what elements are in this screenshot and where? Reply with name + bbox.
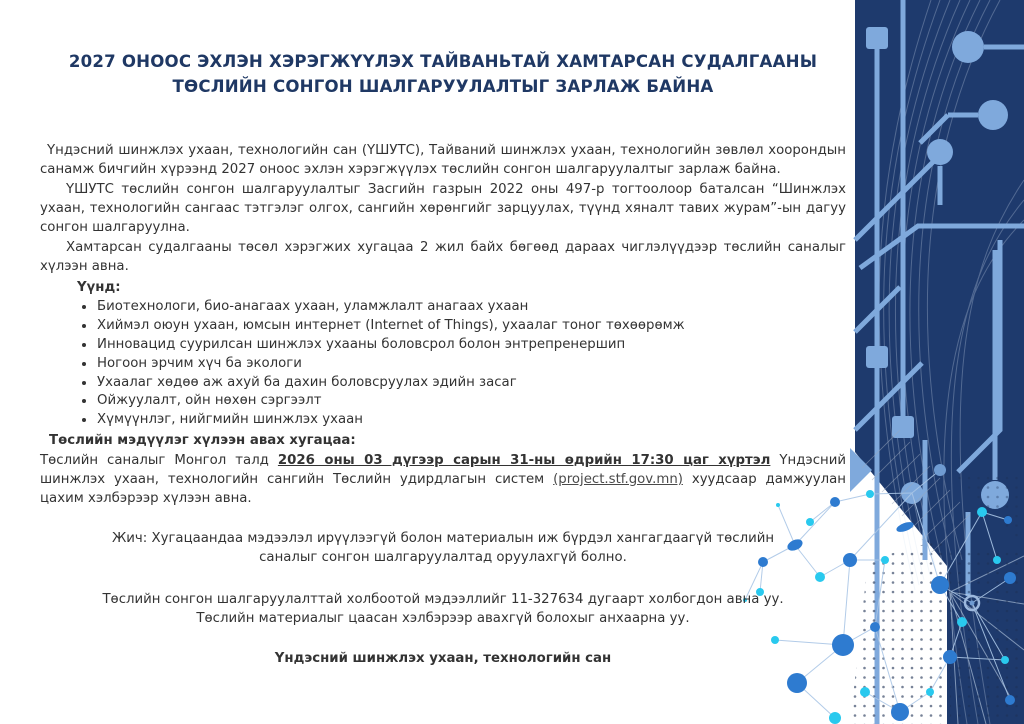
topic-item: • Ойжуулалт, ойн нөхөн сэргээлт (96, 392, 846, 411)
topic-item: • Ногоон эрчим хүч ба экологи (96, 355, 846, 374)
deadline-suffix: хуудсаар дамжуулан цахим хэлбэрээр хүлээн авна. (40, 471, 846, 507)
page-title-line2: ТӨСЛИЙН СОНГОН ШАЛГАРУУЛАЛТЫГ ЗАРЛАЖ БАЙНА (172, 76, 714, 96)
duration-paragraph: Хамтарсан судалгааны төсөл хэрэгжих хугацаа 2 жил байх бөгөөд дараах чиглэлүүдээр төслийн саналыг хүлээн авна. (40, 239, 846, 275)
topics-list (40, 298, 846, 430)
topic-item: • Инновацид суурилсан шинжлэх ухааны боловсрол болон энтрепренершип (96, 336, 846, 355)
deadline-middle: Үндэсний шинжлэх ухаан, технологийн сангийн Төслийн удирдлагын систем (40, 452, 847, 487)
circuit-board-graphic (850, 0, 1024, 724)
note-paragraph: Жич: Хугацаандаа мэдээлэл ирүүлээгүй болон материалын иж бүрдэл хангагдаагүй төслийн саналыг сонгон шалгаруулалтад оруулахгүй болно. (111, 530, 775, 566)
announcement-content (40, 0, 846, 669)
deadline-date: 2026 оны 03 дүгээр сарын 31-ны өдрийн 17:30 цаг хүртэл (277, 452, 771, 468)
contact-paper-line: Төслийн материалыг цаасан хэлбэрээр авахгүй болохыг анхаарна уу. (196, 611, 690, 626)
project-system-link[interactable]: (project.stf.gov.mn) (553, 471, 683, 487)
regulation-paragraph: ҮШУТС төслийн сонгон шалгаруулалтыг Засгийн газрын 2022 оны 497-р тогтоолоор баталсан “Шинжлэх ухаан, технологийн сангаас тэтгэлэг олгох, сангийн хөрөнгийг зарцуулах, түүнд хяналт тавих журам”-ын дагуу сонгон шалгаруулна. (40, 181, 846, 236)
deadline-prefix: Төслийн саналыг Монгол талд (40, 452, 278, 468)
signature-org: Үндэсний шинжлэх ухаан, технологийн сан (274, 651, 612, 667)
deadline-heading: Төслийн мэдүүлэг хүлээн авах хугацаа: (49, 433, 356, 449)
topic-item: • Ухаалаг хөдөө аж ахуй ба дахин боловсруулах эдийн засаг (96, 374, 846, 393)
contact-phone-line: Төслийн сонгон шалгаруулалттай холбоотой мэдээллийг 11-327634 дугаарт холбогдон авна уу. (102, 591, 784, 607)
intro-paragraph: Үндэсний шинжлэх ухаан, технологийн сан (ҮШУТС), Тайваний шинжлэх ухаан, технологийн зөвлөл хоорондын санамж бичгийн хүрээнд 2027 оноос эхлэн хэрэгжүүлэх төслийн сонгон шалгаруулалтыг зарлаж байна. (40, 142, 846, 178)
page-title-line1: 2027 ОНООС ЭХЛЭН ХЭРЭГЖҮҮЛЭХ ТАЙВАНЬТАЙ ХАМТАРСАН СУДАЛГААНЫ (68, 52, 818, 71)
page-title (54, 50, 832, 100)
deadline-paragraph (40, 451, 846, 509)
topic-item: • Биотехнологи, био-анагаах ухаан, уламжлалт анагаах ухаан (96, 298, 846, 317)
topic-item: • Хүмүүнлэг, нийгмийн шинжлэх ухаан (96, 411, 846, 430)
topics-heading: Үүнд: (77, 279, 121, 295)
topic-item: • Хиймэл оюун ухаан, юмсын интернет (Internet of Things), ухаалаг тоног төхөөрөмж (96, 317, 846, 336)
